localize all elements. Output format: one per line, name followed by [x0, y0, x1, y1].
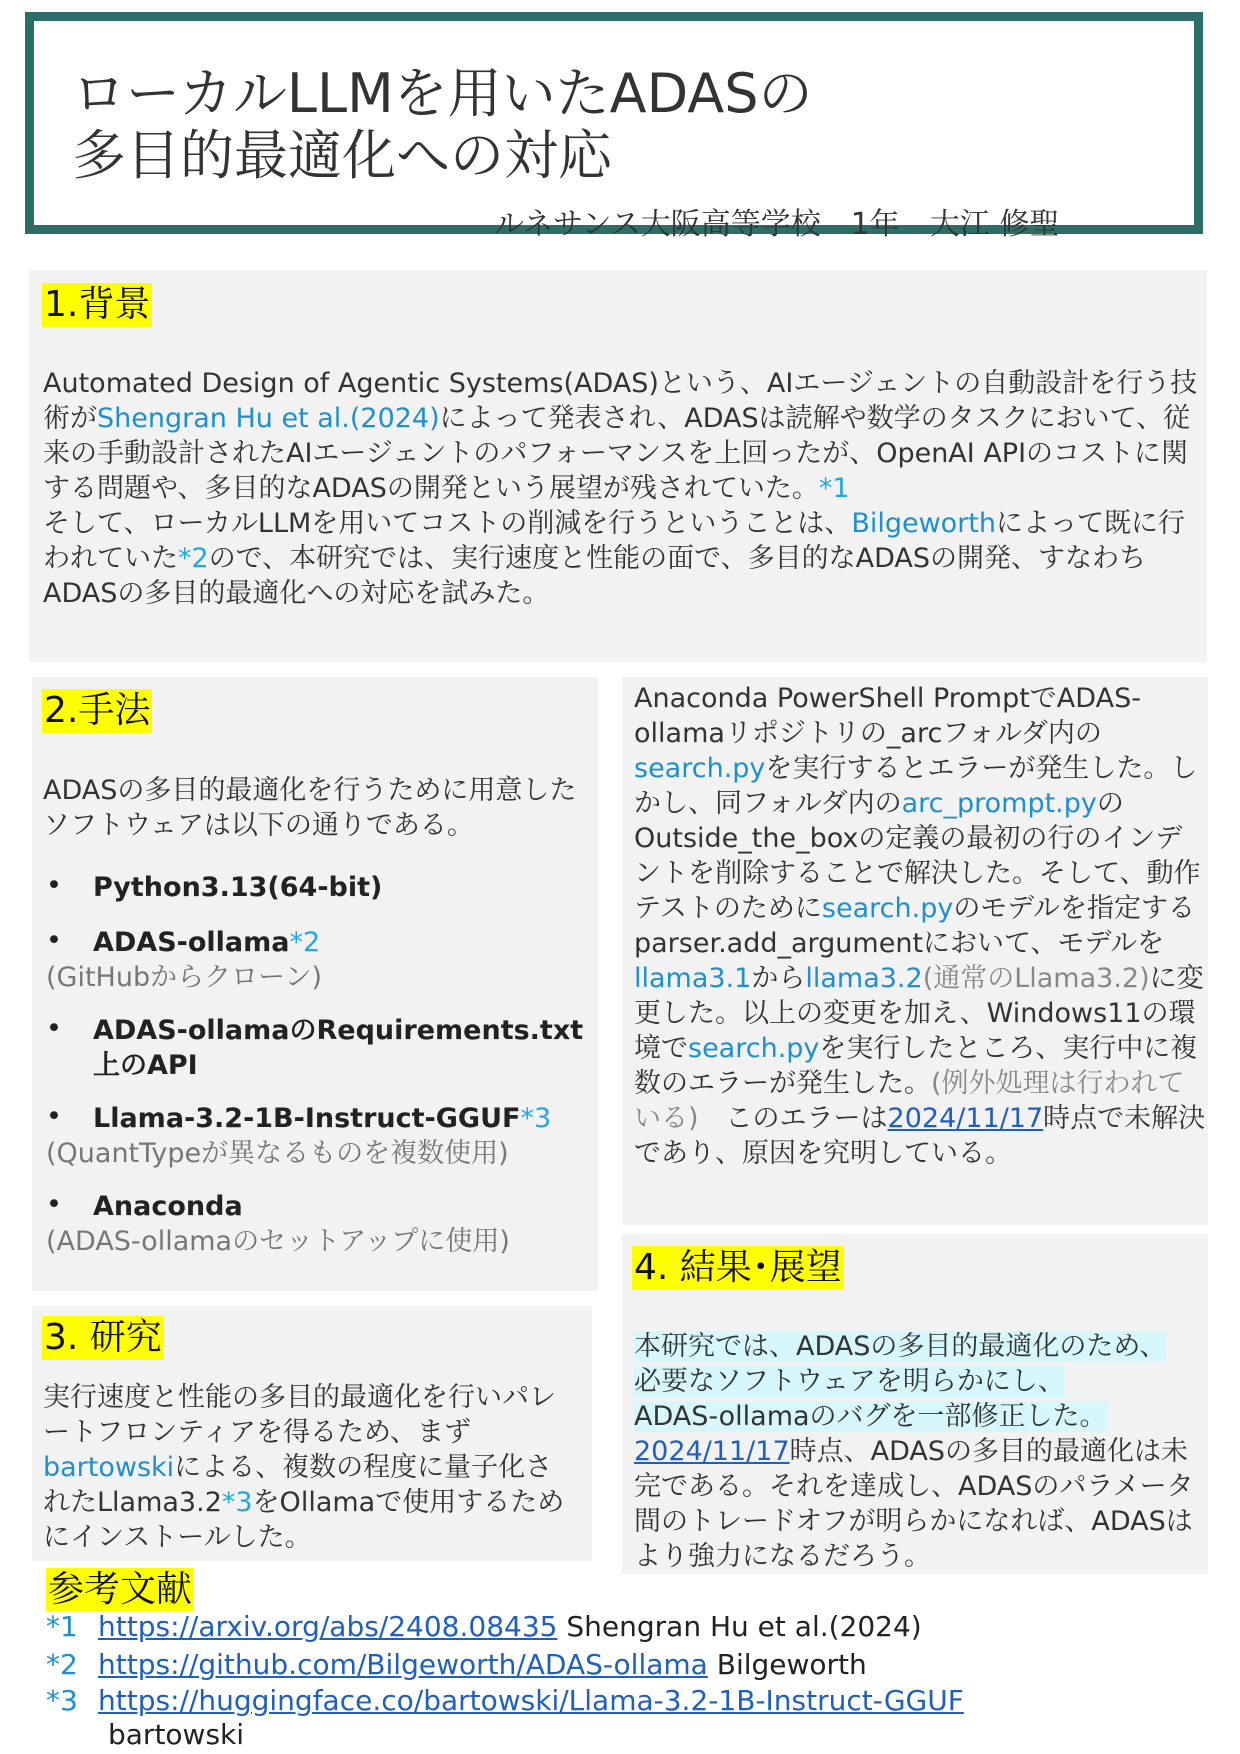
list-item: • Python3.13(64-bit) — [46, 870, 383, 903]
model-llama3-2[interactable]: llama3.2 — [805, 963, 923, 994]
ref-mark-2[interactable]: *2 — [178, 543, 209, 574]
reference-3: *3 https://huggingface.co/bartowski/Llama-3.2-1B-Instruct-GGUF — [46, 1684, 964, 1717]
method-intro: ADASの多目的最適化を行うために用意したソフトウェアは以下の通りである。 — [43, 775, 577, 841]
background-text — [43, 366, 1203, 611]
title-box — [25, 12, 1203, 242]
method-section — [32, 677, 598, 1291]
method-continued-text: Anaconda PowerShell PromptでADAS-ollamaリポジトリの_arcフォルダ内のsearch.pyを実行するとエラーが発生した。しかし、同フォルダ内のarc_prompt.pyのOutside_the_boxの定義の最初の行のインデントを削除することで解決した。そして、動作テストのためにsearch.pyのモデルを指定するparser.add_argumentにおいて、モデルをllama3.1からllama3.2(通常のLlama3.2)に変更した。以上の変更を加え、Windows11の環境でsearch.pyを実行したところ、実行中に複数のエラーが発生した。(例外処理は行われている) このエラーは2024/11/17時点で未解決であり、原因を究明している。 — [634, 683, 1206, 1169]
list-item: • ADAS-ollama*2 (GitHubからクローン) — [46, 925, 323, 993]
research-text: 実行速度と性能の多目的最適化を行いパレートフロンティアを得るため、まずbartowskiによる、複数の程度に量子化されたLlama3.2*3をOllamaで使用するためにインストールした。 — [43, 1382, 565, 1553]
reference-link-arxiv[interactable]: https://arxiv.org/abs/2408.08435 — [98, 1610, 558, 1643]
author-affiliation: ルネサンス大阪高等学校 1年 大江 修聖 — [494, 207, 1060, 242]
background-text-3: そして、ローカルLLMを用いてコストの削減を行うということは、 — [43, 508, 852, 539]
citation-bartowski[interactable]: bartowski — [43, 1452, 175, 1483]
citation-shengran-hu[interactable]: Shengran Hu et al.(2024) — [97, 403, 440, 434]
reference-link-huggingface[interactable]: https://huggingface.co/bartowski/Llama-3.2-1B-Instruct-GGUF — [98, 1684, 964, 1717]
references-heading: 参考文献 — [48, 1569, 193, 1610]
ref-mark-2[interactable]: *2 — [289, 927, 321, 958]
ref-mark-3[interactable]: *3 — [520, 1103, 552, 1134]
results-section — [622, 1234, 1208, 1574]
page-title-line-2: 多目的最適化への対応 — [72, 124, 612, 187]
background-text-2: によって発表され、ADASは読解や数学のタスクにおいて、従来の手動設計されたAIエージェントのパフォーマンスを上回ったが、OpenAI APIのコストに関する問題や、多目的なADASの開発という展望が残されていた。 — [43, 403, 1191, 504]
code-search-py[interactable]: search.py — [821, 893, 954, 924]
results-heading: 4. 結果･展望 — [634, 1247, 842, 1288]
results-text: 本研究では、ADASの多目的最適化のため、 必要なソフトウェアを明らかにし、 ADAS-ollamaのバグを一部修正した。 2024/11/17時点、ADASの多目的最適化は未完である。それを達成し、ADASのパラメータ間のトレードオフが明らかになれば、ADASはより強力になるだろう。 — [634, 1331, 1194, 1572]
date-link[interactable]: 2024/11/17 — [887, 1103, 1044, 1134]
background-text-5: ので、本研究では、実行速度と性能の面で、多目的なADASの開発、すなわちADASの多目的最適化への対応を試みた。 — [43, 543, 1147, 609]
research-section — [32, 1306, 592, 1561]
reference-link-github[interactable]: https://github.com/Bilgeworth/ADAS-ollama — [98, 1648, 708, 1681]
ref-mark-1[interactable]: *1 — [818, 473, 850, 504]
reference-1: *1 https://arxiv.org/abs/2408.08435 Shengran Hu et al.(2024) — [46, 1610, 922, 1643]
code-search-py[interactable]: search.py — [688, 1033, 820, 1064]
software-list — [46, 870, 594, 1259]
ref-mark-3[interactable]: *3 — [221, 1487, 253, 1518]
background-text-4: によって既に行われていた — [43, 508, 1185, 574]
list-item: • Llama-3.2-1B-Instruct-GGUF*3 (QuantTypeが異なるものを複数使用) — [46, 1101, 552, 1169]
method-continued-section — [622, 677, 1208, 1225]
date-link[interactable]: 2024/11/17 — [634, 1436, 790, 1467]
reference-2: *2 https://github.com/Bilgeworth/ADAS-ollama Bilgeworth — [46, 1648, 867, 1681]
background-text-1: Automated Design of Agentic Systems(ADAS)という、AIエージェントの自動設計を行う技術が — [43, 368, 1198, 434]
method-heading: 2.手法 — [44, 690, 151, 731]
code-search-py[interactable]: search.py — [634, 753, 766, 784]
background-heading: 1.背景 — [44, 284, 151, 325]
background-section — [29, 270, 1207, 662]
list-item: • Anaconda (ADAS-ollamaのセットアップに使用) — [46, 1189, 510, 1257]
code-arc-prompt-py[interactable]: arc_prompt.py — [901, 788, 1097, 819]
list-item: • ADAS-ollamaのRequirements.txt上のAPI — [46, 1013, 584, 1081]
citation-bilgeworth[interactable]: Bilgeworth — [851, 508, 996, 539]
research-heading: 3. 研究 — [44, 1317, 162, 1358]
model-llama3-1[interactable]: llama3.1 — [634, 963, 752, 994]
page-title-line-1: ローカルLLMを用いたADASの — [72, 62, 813, 125]
reference-3-author: bartowski — [108, 1718, 245, 1751]
